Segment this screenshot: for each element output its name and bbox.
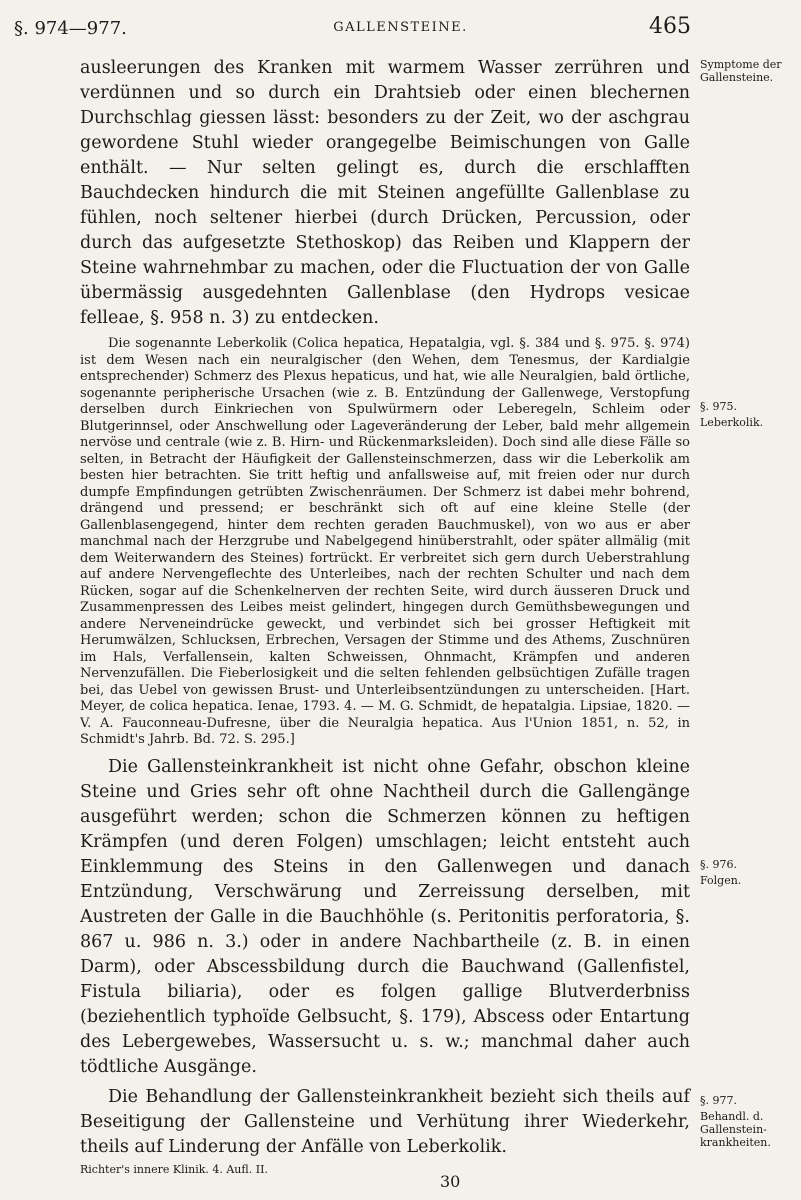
running-header: [0, 10, 801, 44]
margin-note-folgen: Folgen.: [700, 874, 742, 887]
margin-note-symptome: Symptome der Gallensteine.: [700, 58, 782, 84]
margin-note-behandlung: Behandl. d. Gallenstein-krankheiten.: [700, 1110, 771, 1149]
paragraph-symptome: ausleerungen des Kranken mit warmem Wasser zerrühren und verdünnen und so durch ein Drahtsieb oder einen blechernen Durchschlag giessen lässt: besonders zu der Zeit, wo der aschgrau gewordene Stuhl wieder orangegelbe Beimischungen von Galle enthält. — Nur selten gelingt es, durch die erschlafften Bauchdecken hindurch die mit Steinen angefüllte Gallenblase zu fühlen, noch seltener hierbei (durch Drücken, Percussion, oder durch das aufgesetzte Stethoskop) das Reiben und Klappern der Steine wahrnehmbar zu machen, oder die Fluctuation der von Galle übermässig ausgedehnten Gallenblase (den Hydrops vesicae felleae, §. 958 n. 3) zu entdecken.: [80, 58, 690, 328]
page-number: 465: [649, 14, 691, 39]
margin-note-section-975: §. 975.: [700, 400, 737, 413]
margin-note-section-977: §. 977.: [700, 1094, 737, 1107]
footer-book-reference: Richter's innere Klinik. 4. Aufl. II.: [80, 1163, 268, 1176]
signature-mark: 30: [440, 1172, 461, 1191]
page-body: [80, 56, 690, 1165]
margin-note-section-976: §. 976.: [700, 858, 737, 871]
paragraph-behandlung: Die Behandlung der Gallensteinkrankheit bezieht sich theils auf Beseitigung der Gallensteine und Verhütung ihrer Wiederkehr, theils auf Linderung der Anfälle von Leberkolik.: [80, 1086, 690, 1157]
running-title: GALLENSTEINE.: [333, 20, 468, 35]
paragraph-folgen: Die Gallensteinkrankheit ist nicht ohne Gefahr, obschon kleine Steine und Gries sehr oft ohne Nachtheil durch die Gallengänge ausgeführt werden; schon die Schmerzen können zu heftigen Krämpfen (und deren Folgen) umschlagen; leicht entsteht auch Einklemmung des Steins in den Gallenwegen und danach Entzündung, Verschwärung und Zerreissung derselben, mit Austreten der Galle in die Bauchhöhle (s. Peritonitis perforatoria, §. 867 u. 986 n. 3.) oder in andere Nachbartheile (z. B. in einen Darm), oder Abscessbildung durch die Bauchwand (Gallenfistel, Fistula biliaria), oder es folgen gallige Blutverderbniss (beziehentlich typhoïde Gelbsucht, §. 179), Abscess oder Entartung des Lebergewebes, Wassersucht u. s. w.; manchmal daher auch tödtliche Ausgänge.: [80, 756, 690, 1077]
section-range: §. 974—977.: [14, 18, 127, 39]
paragraph-leberkolik: Die sogenannte Leberkolik (Colica hepatica, Hepatalgia, vgl. §. 384 und §. 975. §. 974) ist dem Wesen nach ein neuralgischer (den Wehen, dem Tenesmus, der Kardialgie entsprechender) Schmerz des Plexus hepaticus, und hat, wie alle Neuralgien, bald örtliche, sogenannte peripherische Ursachen (wie z. B. Entzündung der Gallenwege, Verstopfung derselben durch Einkriechen von Spulwürmern oder Leberegeln, Schleim oder Blutgerinnsel, oder Anschwellung oder Lageveränderung der Leber, bald mehr allgemein nervöse und centrale (wie z. B. Hirn- und Rückenmarksleiden). Doch sind alle diese Fälle so selten, in Betracht der Häufigkeit der Gallensteinschmerzen, dass wir die Leberkolik am besten hier betrachten. Sie tritt heftig und anfallsweise auf, mit freien oder nur durch dumpfe Empfindungen getrübten Zwischenräumen. Der Schmerz ist dabei mehr bohrend, drängend und pressend; er beschränkt sich oft auf eine kleine Stelle (der Gallenblasengegend, hinter dem rechten geraden Bauchmuskel), von wo aus er aber manchmal nach der Herzgrube und Nabelgegend hinüberstrahlt, oder später allmälig (mit dem Weiterwandern des Steines) fortrückt. Er verbreitet sich gern durch Ueberstrahlung auf andere Nervengeflechte des Unterleibes, nach der rechten Schulter und nach dem Rücken, sogar auf die Schenkelnerven der rechten Seite, wird durch äusseren Druck und Zusammenpressen des Leibes meist gelindert, hingegen durch Gemüthsbewegungen und andere Nerveneindrücke geweckt, und verbindet sich bei grosser Heftigkeit mit Herumwälzen, Schlucksen, Erbrechen, Versagen der Stimme und des Athems, Zuschnüren im Hals, Verfallensein, kalten Schweissen, Ohnmacht, Krämpfen und anderen Nervenzufällen. Die Fieberlosigkeit und die selten fehlenden gelbsüchtigen Zufälle tragen bei, das Uebel von gewissen Brust- und Unterleibsentzündungen zu unterscheiden. [Hart. Meyer, de colica hepatica. Ienae, 1793. 4. — M. G. Schmidt, de hepatalgia. Lipsiae, 1820. — V. A. Fauconneau-Dufresne, über die Neuralgia hepatica. Aus l'Union 1851, n. 52, in Schmidt's Jahrb. Bd. 72. S. 295.]: [80, 336, 690, 747]
margin-note-leberkolik: Leberkolik.: [700, 416, 764, 429]
